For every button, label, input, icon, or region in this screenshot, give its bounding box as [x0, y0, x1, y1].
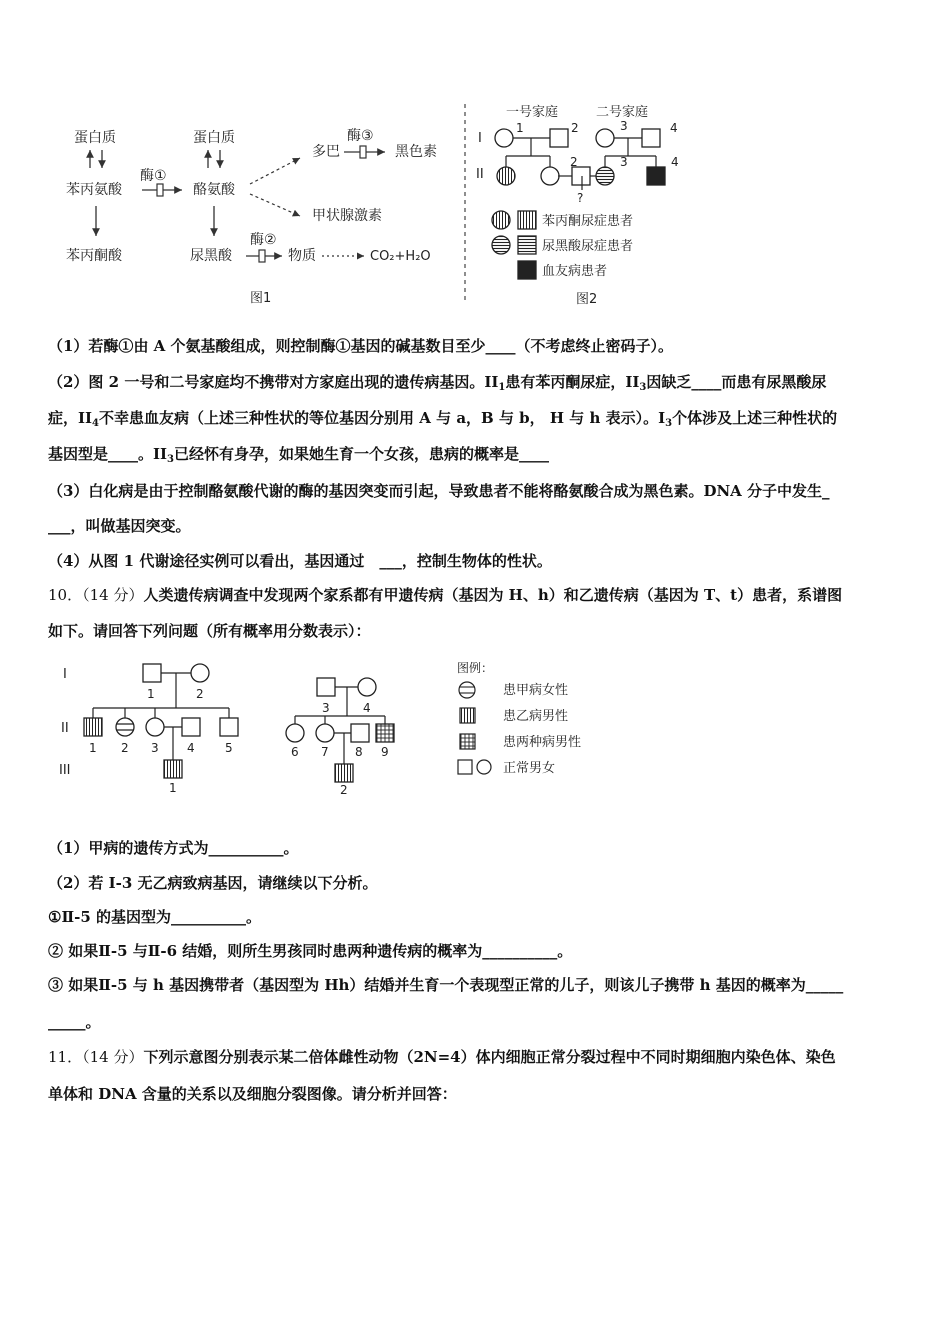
fig1-protein-right: 蛋白质 — [193, 130, 235, 146]
q9-part3-line2: ___，叫做基因突变。 — [48, 517, 191, 535]
enzyme1-block-icon — [157, 184, 163, 196]
fig2-gen2: II — [476, 167, 484, 182]
ped-iii1-male-disease-b — [164, 760, 182, 778]
ped-ii7-label: 7 — [321, 745, 329, 759]
ped-i4-female — [358, 678, 376, 696]
fig2-gen1: I — [478, 131, 482, 146]
q11-stem-line2: 单体和 DNA 含量的关系以及细胞分裂图像。请分析并回答： — [48, 1085, 457, 1103]
fig1-protein-left: 蛋白质 — [74, 130, 116, 146]
q9-part2-line1: （2）图 2 一号和二号家庭均不携带对方家庭出现的遗传病基因。$II_1$患有苯丙酮尿症，$II_3$因缺乏____而患有尿黑酸尿 — [48, 373, 827, 393]
ped-i3-male — [317, 678, 335, 696]
f2-i4-label: 4 — [670, 121, 678, 135]
f2-ii4-label: 4 — [671, 155, 679, 169]
ped-ii8-male — [351, 724, 369, 742]
f1-i2-label: 2 — [571, 121, 579, 135]
fig1-tyr: 酪氨酸 — [193, 182, 235, 198]
ped-ii2-female-disease-a — [116, 718, 134, 736]
q10-sub5: ③ 如果Ⅱ-5 与 h 基因携带者（基因型为 Hh）结婚并生育一个表现型正常的儿子，则该儿子携带 h 基因的概率为_____ — [48, 976, 844, 994]
ped-ii1-male-disease-b — [84, 718, 102, 736]
legend-disease-a-female-icon — [459, 682, 475, 698]
ped-i2-label: 2 — [196, 687, 204, 701]
fig2-family1: 一号家庭 — [506, 105, 559, 120]
f2-ii3-label: 3 — [620, 155, 628, 169]
q10-gen1: I — [63, 667, 67, 682]
ped-legend-b: 患乙病男性 — [503, 709, 569, 724]
f2-i3-label: 3 — [620, 119, 628, 133]
legend-disease-b-male-icon — [460, 708, 475, 723]
fig1-homogentisic: 尿黑酸 — [190, 248, 232, 264]
q10-sub6: _____。 — [48, 1013, 101, 1031]
ped-ii1-label: 1 — [89, 741, 97, 755]
q10-sub4: ② 如果Ⅱ-5 与Ⅱ-6 结婚，则所生男孩同时患两种遗传病的概率为__________。 — [48, 942, 573, 960]
q11-stem-line1: 11．（14 分）下列示意图分别表示某二倍体雌性动物（2N=4）体内细胞正常分裂过程中不同时期细胞内染色体、染色 — [48, 1048, 836, 1066]
fig2-legend-pku: 苯丙酮尿症患者 — [542, 214, 634, 229]
ped-i2-female — [191, 664, 209, 682]
f2-ii4-hemophilia-male — [647, 167, 665, 185]
legend-normal-male-icon — [458, 760, 472, 774]
fig1-caption: 图1 — [250, 291, 272, 306]
fig1-thyroxine: 甲状腺激素 — [312, 208, 382, 224]
enzyme2-block-icon — [259, 250, 265, 262]
f2-i3-female — [596, 129, 614, 147]
q9-part3-line1: （3）白化病是由于控制酪氨酸代谢的酶的基因突变而引起，导致患者不能将酪氨酸合成为黑色素。DNA 分子中发生_ — [48, 482, 830, 500]
fig1-dopa: 多巴 — [312, 144, 340, 160]
legend-normal-female-icon — [477, 760, 491, 774]
ped-ii6-label: 6 — [291, 745, 299, 759]
legend-both-male-icon — [460, 734, 475, 749]
q9-part2-line3: 基因型是____。$II_3$已经怀有身孕，如果她生育一个女孩，患病的概率是____ — [48, 445, 550, 465]
ped-ii3-female — [146, 718, 164, 736]
enzyme3-block-icon — [360, 146, 366, 158]
fig1-products: CO₂+H₂O — [370, 249, 431, 264]
fig1-phe-ketone: 苯丙酮酸 — [66, 248, 122, 264]
q10-sub1: （1）甲病的遗传方式为__________。 — [48, 839, 299, 857]
ped-legend-d: 正常男女 — [503, 761, 556, 776]
q10-gen2: II — [61, 721, 69, 736]
ped-i1-male — [143, 664, 161, 682]
legend-hemo-male-icon — [518, 261, 536, 279]
f1-i1-label: 1 — [516, 121, 524, 135]
fig2-family2: 二号家庭 — [596, 105, 649, 120]
q10-pedigree-figure — [55, 656, 615, 806]
fig1-enzyme2: 酶② — [250, 232, 277, 248]
fig2-legend-hemo: 血友病患者 — [542, 264, 608, 279]
legend-pku-male-icon — [518, 211, 536, 229]
fig1-phe: 苯丙氨酸 — [66, 182, 122, 198]
q10-stem-line2: 如下。请回答下列问题（所有概率用分数表示）： — [48, 622, 371, 640]
ped-ii7-female — [316, 724, 334, 742]
figure-1-metabolic-pathway — [60, 118, 460, 308]
legend-alk-female-icon — [492, 236, 510, 254]
ped-legend-title: 图例： — [457, 661, 494, 675]
ped-i4-label: 4 — [363, 701, 371, 715]
ped-ii2-label: 2 — [121, 741, 129, 755]
figure-2-family-pedigree — [474, 100, 694, 310]
q10-gen3: III — [59, 763, 71, 778]
fig2-legend-alk: 尿黑酸尿症患者 — [542, 239, 634, 254]
fig1-enzyme1: 酶① — [140, 168, 167, 184]
ped-ii6-female — [286, 724, 304, 742]
f2-ii3-alkaptonuria-female — [596, 167, 614, 185]
f1-i1-female — [495, 129, 513, 147]
q10-sub2: （2）若 I-3 无乙病致病基因，请继续以下分析。 — [48, 874, 378, 892]
figure-divider — [462, 104, 468, 304]
fig2-unknown-child: ? — [577, 191, 584, 205]
legend-pku-female-icon — [492, 211, 510, 229]
ped-ii8-label: 8 — [355, 745, 363, 759]
f1-ii2-label: 2 — [570, 155, 578, 169]
f1-ii2-male — [572, 167, 590, 185]
f1-i2-male — [550, 129, 568, 147]
ped-ii9-label: 9 — [381, 745, 389, 759]
f1-ii-female — [541, 167, 559, 185]
q9-part2-line2: 症，$II_4$不幸患血友病（上述三种性状的等位基因分别用 A 与 a，B 与 b， H 与 h 表示）。$I_3$个体涉及上述三种性状的 — [48, 409, 838, 429]
ped-ii4-male — [182, 718, 200, 736]
ped-ii4-label: 4 — [187, 741, 195, 755]
ped-ii3-label: 3 — [151, 741, 159, 755]
f1-ii1-pku-female — [497, 167, 515, 185]
q10-sub3: ①Ⅱ-5 的基因型为__________。 — [48, 908, 261, 926]
ped-legend-a: 患甲病女性 — [503, 683, 569, 698]
dashed-arrow-to-thyroxine — [250, 194, 300, 216]
ped-ii5-male — [220, 718, 238, 736]
q9-part4: （4）从图 1 代谢途径实例可以看出，基因通过 ___，控制生物体的性状。 — [48, 552, 552, 570]
fig1-enzyme3: 酶③ — [347, 128, 374, 144]
ped-ii9-male-both — [376, 724, 394, 742]
legend-alk-male-icon — [518, 236, 536, 254]
fig1-melanin: 黑色素 — [395, 144, 437, 160]
ped-iii2-male-disease-b — [335, 764, 353, 782]
fig1-substance: 物质 — [288, 248, 316, 264]
q9-part1: （1）若酶①由 A 个氨基酸组成，则控制酶①基因的碱基数目至少____（不考虑终止密码子）。 — [48, 337, 674, 355]
f2-i4-male — [642, 129, 660, 147]
ped-ii5-label: 5 — [225, 741, 233, 755]
ped-legend-c: 患两种病男性 — [503, 735, 582, 750]
ped-i3-label: 3 — [322, 701, 330, 715]
fig2-caption: 图2 — [576, 292, 598, 307]
ped-iii2-label: 2 — [340, 783, 348, 797]
dashed-arrow-to-dopa — [250, 158, 300, 184]
ped-i1-label: 1 — [147, 687, 155, 701]
ped-iii1-label: 1 — [169, 781, 177, 795]
q10-stem-line1: 10．（14 分）人类遗传病调查中发现两个家系都有甲遗传病（基因为 H、h）和乙遗传病（基因为 T、t）患者，系谱图 — [48, 586, 843, 604]
